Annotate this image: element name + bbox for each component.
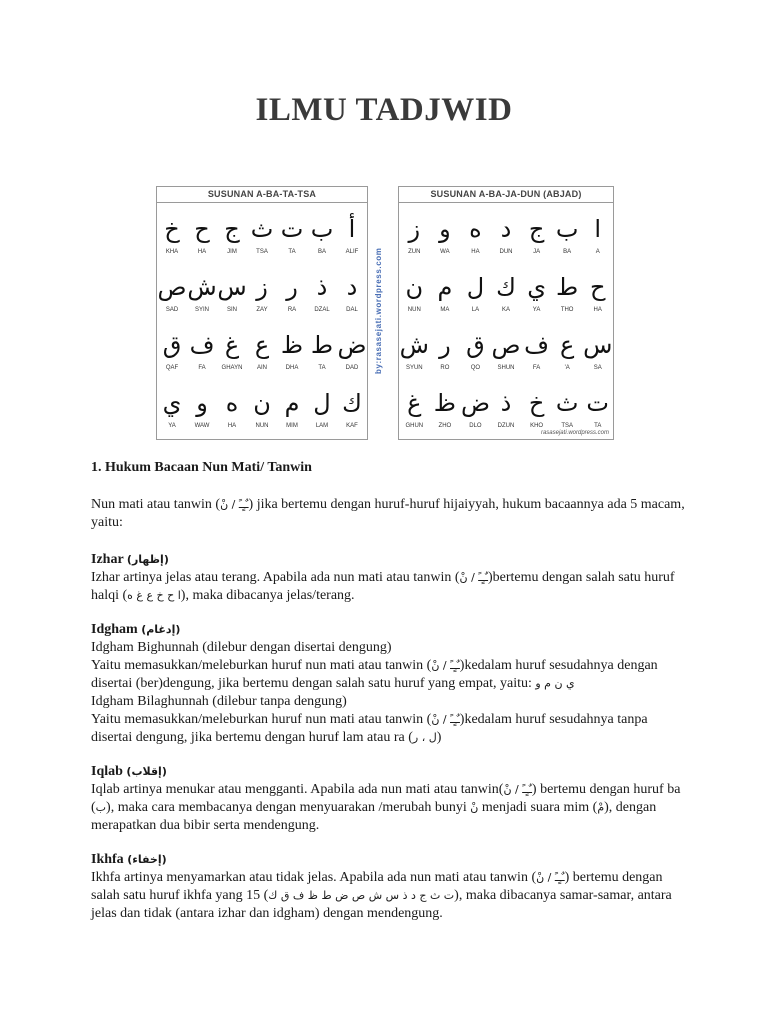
letter-cell: [491, 263, 522, 321]
letter-cell: [430, 379, 461, 437]
letter-cell: [582, 321, 613, 379]
letter-cell: [491, 321, 522, 379]
letter-cell: [552, 379, 583, 437]
letter-name: TA: [288, 249, 296, 255]
text-run: ) jika bertemu dengan huruf-huruf hijaiyyah, hukum bacaannya ada 5 macam, yaitu:: [91, 497, 685, 530]
letter-cell: [187, 205, 217, 263]
letter-cell: [277, 263, 307, 321]
arabic-letter: ن: [253, 389, 271, 417]
arabic-letter: ز: [256, 273, 268, 301]
idgham-bighunnah-paragraph: [91, 657, 687, 693]
text-run: ) bertemu dengan salah satu huruf ikhfa yang 15 (: [91, 870, 663, 903]
arabic-letter: ك: [496, 273, 516, 301]
letter-cell: [247, 205, 277, 263]
letter-name: A: [595, 249, 600, 255]
letter-cell: [337, 379, 367, 437]
letter-cell: [307, 321, 337, 379]
arabic-letter: د: [500, 215, 512, 243]
idgham-heading: [91, 621, 687, 639]
arabic-letter: ظ: [280, 331, 304, 359]
letter-cell: [337, 263, 367, 321]
arabic-letter: ط: [310, 331, 334, 359]
arabic-text: ـٌـٍـً / نْ: [220, 498, 249, 511]
arabic-heading: (إخفاء): [127, 853, 167, 866]
arabic-letter: ش: [399, 331, 429, 359]
arabic-letter: ذ: [500, 389, 512, 417]
letter-name: SA: [593, 365, 602, 371]
letter-name: HA: [197, 249, 207, 255]
arabic-text: نْ: [470, 801, 479, 814]
letter-name: QO: [470, 365, 481, 371]
idgham-subheading: Idgham Bighunnah (dilebur dengan disertai dengung): [91, 640, 392, 655]
letter-name: HA: [227, 423, 237, 429]
arabic-letter: ض: [460, 389, 490, 417]
document-body: [91, 459, 687, 923]
letter-cell: [399, 321, 430, 379]
arabic-letter: ك: [342, 389, 362, 417]
letter-cell: [157, 379, 187, 437]
arabic-letter: ح: [194, 215, 210, 243]
letter-cell: [521, 205, 552, 263]
arabic-letter: ع: [254, 331, 270, 359]
heading-text: Izhar: [91, 552, 124, 567]
letter-cell: [582, 205, 613, 263]
arabic-letter: ي: [162, 389, 182, 417]
arabic-letter: ز: [408, 215, 421, 243]
arabic-letter: ذ: [316, 273, 328, 301]
letter-cell: [157, 321, 187, 379]
arabic-letter: ب: [310, 215, 334, 243]
text-run: ), maka dibacanya jelas/terang.: [180, 588, 355, 603]
letter-name: JIM: [227, 249, 237, 255]
text-run: ), dengan merapatkan dua bibir serta mendengung.: [91, 800, 657, 833]
arabic-letter: ر: [439, 331, 451, 359]
letter-name: WAW: [194, 423, 210, 429]
hijaiyyah-chart-abjad: [398, 186, 614, 440]
letter-name: YA: [532, 307, 541, 313]
letter-name: FA: [198, 365, 206, 371]
letter-cell: [217, 263, 247, 321]
arabic-letter: ي: [527, 273, 546, 301]
letter-name: ZAY: [256, 307, 268, 313]
text-run: )kedalam huruf sesudahnya tanpa disertai dengung, jika bertemu dengan huruf lam atau ra (: [91, 712, 648, 745]
letter-cell: [430, 205, 461, 263]
letter-grid: [399, 203, 613, 437]
letter-name: YA: [168, 423, 176, 429]
arabic-letter: ا: [594, 215, 602, 243]
letter-name: SIN: [227, 307, 238, 313]
arabic-text: ـٌـٍـً / نْ: [431, 713, 460, 726]
arabic-letter: ه: [225, 389, 239, 417]
letter-cell: [399, 263, 430, 321]
letter-name: ZUN: [408, 249, 421, 255]
arabic-letter: ن: [405, 273, 424, 301]
text-run: menjadi suara mim (: [478, 800, 598, 815]
text-run: ), maka cara membacanya dengan menyuarakan /merubah bunyi: [106, 800, 471, 815]
arabic-text: ـٌـٍـً / نْ: [459, 571, 488, 584]
arabic-letter: غ: [224, 331, 240, 359]
arabic-letter: ض: [337, 331, 367, 359]
letter-cell: [247, 321, 277, 379]
arabic-letter: ث: [250, 215, 274, 243]
arabic-letter: د: [346, 273, 358, 301]
letter-name: GHUN: [405, 423, 424, 429]
ikhfa-paragraph: [91, 869, 687, 923]
arabic-letter: م: [284, 389, 300, 417]
arabic-letter: ص: [491, 331, 521, 359]
letter-name: 'A: [564, 365, 570, 371]
arabic-text: ـٌـٍـً / نْ: [536, 871, 565, 884]
arabic-letter: ع: [559, 331, 575, 359]
letter-cell: [491, 205, 522, 263]
arabic-letter: ش: [187, 273, 217, 301]
letter-name: BA: [318, 249, 327, 255]
arabic-letter: ص: [157, 273, 187, 301]
arabic-heading: (إظهار): [126, 553, 169, 566]
letter-cell: [247, 263, 277, 321]
letter-cell: [277, 379, 307, 437]
hijaiyyah-chart-abata: [156, 186, 368, 440]
letter-name: MIM: [286, 423, 298, 429]
letter-name: SYIN: [195, 307, 210, 313]
arabic-letter: و: [196, 389, 208, 417]
letter-cell: [157, 263, 187, 321]
text-run: ), maka dibacanya samar-samar, antara jelas dan tidak (antara izhar dan idgham) dengan mendengung.: [91, 888, 672, 921]
letter-name: TA: [318, 365, 326, 371]
letter-cell: [217, 321, 247, 379]
arabic-letter: خ: [528, 389, 545, 417]
letter-cell: [277, 205, 307, 263]
text-run: Yaitu memasukkan/meleburkan huruf nun mati atau tanwin (: [91, 712, 432, 727]
text-run: Izhar artinya jelas atau terang. Apabila ada nun mati atau tanwin (: [91, 570, 460, 585]
letter-name: DAL: [346, 307, 358, 313]
arabic-text: ب: [95, 801, 107, 814]
letter-name: DUN: [499, 249, 513, 255]
arabic-letter: ه: [469, 215, 482, 243]
letter-cell: [157, 205, 187, 263]
letter-name: KHO: [530, 423, 544, 429]
letter-cell: [521, 321, 552, 379]
text-run: ): [436, 730, 442, 745]
letter-name: LA: [471, 307, 480, 313]
letter-cell: [307, 379, 337, 437]
izhar-paragraph: [91, 569, 687, 605]
arabic-letter: ف: [189, 331, 215, 359]
letter-name: HA: [471, 249, 480, 255]
letter-cell: [552, 263, 583, 321]
letter-cell: [187, 379, 217, 437]
letter-name: AIN: [257, 365, 268, 371]
letter-name: SAD: [165, 307, 179, 313]
arabic-letter: ق: [466, 331, 485, 359]
letter-cell: [460, 263, 491, 321]
letter-cell: [307, 263, 337, 321]
arabic-letter: أ: [348, 215, 356, 243]
arabic-text: ل ، ر: [412, 731, 437, 744]
chart-header: SUSUNAN A-BA-TA-TSA: [157, 187, 367, 203]
letter-name: WA: [440, 249, 450, 255]
letter-name: TA: [594, 423, 602, 429]
letter-cell: [187, 263, 217, 321]
letter-cell: [247, 379, 277, 437]
letter-cell: [460, 321, 491, 379]
letter-cell: [491, 379, 522, 437]
arabic-letter: ل: [466, 273, 485, 301]
ikhfa-heading: [91, 851, 687, 869]
arabic-letter: ظ: [433, 389, 456, 417]
letter-name: TSA: [561, 423, 573, 429]
letter-cell: [582, 379, 613, 437]
letter-name: KHA: [165, 249, 179, 255]
letter-name: SYUN: [405, 365, 423, 371]
letter-cell: [552, 321, 583, 379]
arabic-letter: ح: [589, 273, 606, 301]
letter-cell: [582, 263, 613, 321]
text-run: Nun mati atau tanwin (: [91, 497, 221, 512]
letter-cell: [552, 205, 583, 263]
idgham-subheading: Idgham Bilaghunnah (dilebur tanpa dengung): [91, 694, 347, 709]
arabic-letter: ل: [313, 389, 331, 417]
letter-name: KA: [502, 307, 511, 313]
arabic-heading: (إقلاب): [126, 765, 167, 778]
letter-cell: [399, 205, 430, 263]
arabic-letter: خ: [164, 215, 180, 243]
letter-name: DAD: [345, 365, 359, 371]
letter-cell: [521, 263, 552, 321]
text-run: )kedalam huruf sesudahnya dengan disertai (ber)dengung, jika bertemu dengan salah satu huruf yang empat, yaitu:: [91, 658, 658, 691]
letter-cell: [307, 205, 337, 263]
letter-cell: [521, 379, 552, 437]
iqlab-paragraph: [91, 781, 687, 835]
arabic-letter: س: [217, 273, 247, 301]
letter-name: LAM: [315, 423, 329, 429]
letter-name: RO: [440, 365, 450, 371]
letter-name: JA: [533, 249, 541, 255]
letter-name: FA: [532, 365, 541, 371]
arabic-letter: ث: [555, 389, 579, 417]
arabic-letter: ت: [280, 215, 304, 243]
text-run: ) bertemu dengan huruf ba (: [91, 782, 681, 815]
arabic-letter: ر: [286, 273, 298, 301]
letter-name: DZUN: [497, 423, 515, 429]
letter-name: MA: [440, 307, 450, 313]
arabic-letter: غ: [407, 389, 422, 417]
letter-grid: [157, 203, 367, 437]
chart-header: SUSUNAN A-BA-JA-DUN (ABJAD): [399, 187, 613, 203]
chart-credit: rasasejati.wordpress.com: [540, 430, 609, 436]
letter-cell: [399, 379, 430, 437]
letter-name: DLO: [469, 423, 482, 429]
letter-name: HA: [593, 307, 602, 313]
idgham-bilaghunnah-paragraph: [91, 711, 687, 747]
arabic-text: مْ: [597, 801, 605, 814]
letter-name: ALIF: [345, 249, 359, 255]
watermark-text: by:rasasejati.wordpress.com: [374, 247, 383, 375]
text-run: Yaitu memasukkan/meleburkan huruf nun mati atau tanwin (: [91, 658, 432, 673]
letter-name: TSA: [256, 249, 268, 255]
letter-name: ZHO: [438, 423, 452, 429]
letter-cell: [337, 321, 367, 379]
letter-name: DHA: [285, 365, 299, 371]
letter-name: GHAYN: [221, 365, 243, 371]
letter-name: DZAL: [314, 307, 330, 313]
letter-name: RA: [287, 307, 297, 313]
arabic-text: ـٌـٍـً / نْ: [503, 783, 532, 796]
letter-cell: [460, 205, 491, 263]
letter-name: KAF: [346, 423, 358, 429]
arabic-heading: (إدغام): [141, 623, 181, 636]
letter-cell: [430, 321, 461, 379]
text-run: Ikhfa artinya menyamarkan atau tidak jelas. Apabila ada nun mati atau tanwin (: [91, 870, 537, 885]
letter-cell: [430, 263, 461, 321]
izhar-heading: [91, 551, 687, 569]
letter-cell: [277, 321, 307, 379]
arabic-letter: و: [439, 215, 451, 243]
arabic-letter: ب: [555, 215, 579, 243]
letter-name: NUN: [255, 423, 269, 429]
text-run: Iqlab artinya menukar atau mengganti. Apabila ada nun mati atau tanwin(: [91, 782, 504, 797]
arabic-text: ـٌـٍـً / نْ: [431, 659, 460, 672]
heading-text: Ikhfa: [91, 852, 124, 867]
letter-cell: [337, 205, 367, 263]
letter-name: NUN: [407, 307, 421, 313]
arabic-text: ت ث ج د ذ س ش ص ض ط ظ ف ق ك: [268, 889, 455, 902]
arabic-letter: ت: [586, 389, 610, 417]
arabic-letter: م: [437, 273, 453, 301]
letter-name: BA: [563, 249, 572, 255]
arabic-text: ا ح خ ع غ ه: [127, 589, 181, 602]
letter-name: THO: [560, 307, 574, 313]
letter-name: SHUN: [497, 365, 515, 371]
page-title: ILMU TADJWID: [255, 92, 513, 128]
arabic-letter: ق: [162, 331, 182, 359]
iqlab-heading: [91, 763, 687, 781]
arabic-letter: ج: [528, 215, 545, 243]
arabic-text: ي ن م و: [535, 677, 575, 690]
section-heading: 1. Hukum Bacaan Nun Mati/ Tanwin: [91, 460, 312, 475]
letter-cell: [217, 205, 247, 263]
text-run: )bertemu dengan salah satu huruf halqi (: [91, 570, 675, 603]
heading-text: Iqlab: [91, 764, 123, 779]
arabic-letter: س: [583, 331, 613, 359]
intro-paragraph: [91, 496, 687, 532]
arabic-letter: ج: [224, 215, 240, 243]
letter-cell: [460, 379, 491, 437]
letter-name: QAF: [165, 365, 179, 371]
arabic-letter: ف: [524, 331, 550, 359]
letter-cell: [217, 379, 247, 437]
letter-cell: [187, 321, 217, 379]
heading-text: Idgham: [91, 622, 138, 637]
arabic-letter: ط: [556, 273, 579, 301]
